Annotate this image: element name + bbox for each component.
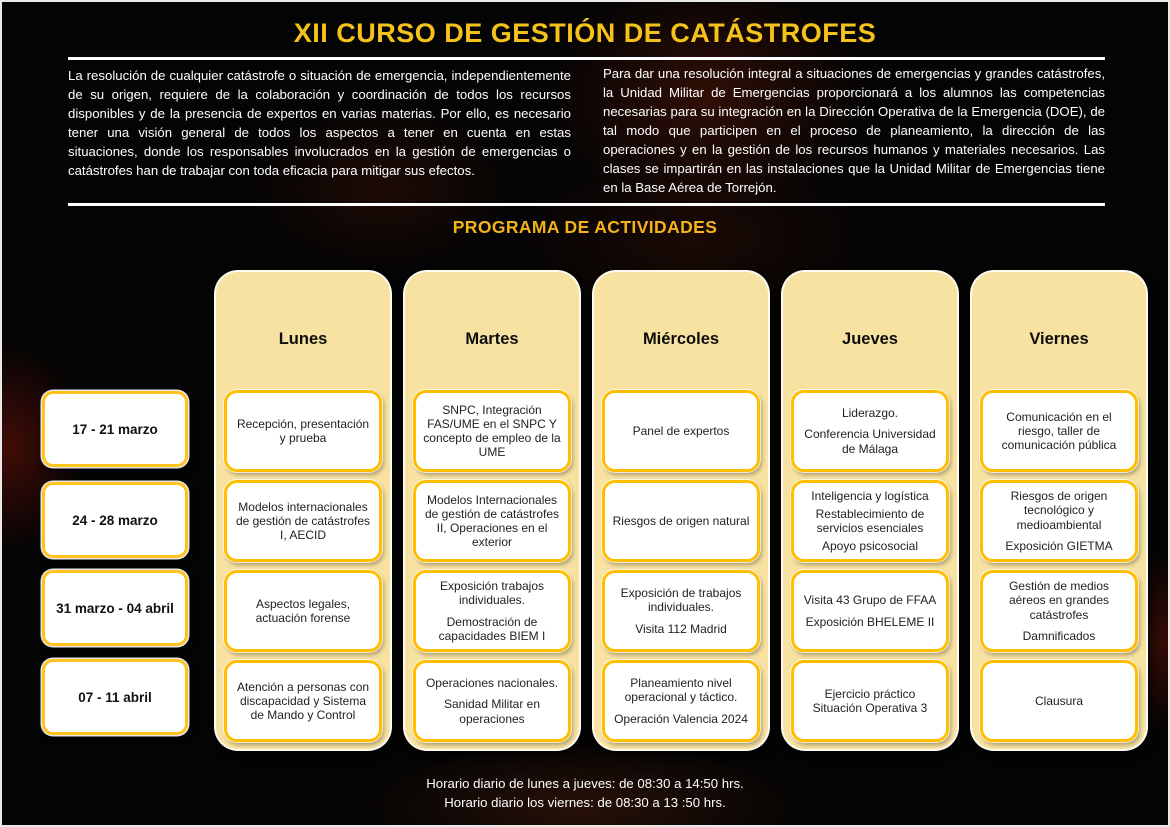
cell-jueves-week1: Liderazgo. Conferencia Universidad de Málaga bbox=[791, 390, 949, 472]
day-column-miercoles bbox=[592, 270, 770, 751]
course-title: XII CURSO DE GESTIÓN DE CATÁSTROFES bbox=[293, 18, 877, 48]
day-header-jueves: Jueves bbox=[842, 330, 898, 348]
day-column-martes bbox=[403, 270, 581, 751]
day-column-viernes bbox=[970, 270, 1148, 751]
week-box-1: 17 - 21 marzo bbox=[42, 391, 188, 467]
cell-jueves-week3: Visita 43 Grupo de FFAA Exposición BHELEME II bbox=[791, 570, 949, 652]
cell-viernes-week4: Clausura bbox=[980, 660, 1138, 742]
day-column-jueves bbox=[781, 270, 959, 751]
cell-jueves-week4: Ejercicio práctico Situación Operativa 3 bbox=[791, 660, 949, 742]
schedule-hours-line2: Horario diario los viernes: de 08:30 a 13 :50 hrs. bbox=[444, 795, 726, 811]
cell-miercoles-week1: Panel de expertos bbox=[602, 390, 760, 472]
cell-lunes-week2: Modelos internacionales de gestión de catástrofes I, AECID bbox=[224, 480, 382, 562]
day-header-martes: Martes bbox=[465, 330, 519, 348]
divider-line-bottom bbox=[68, 203, 1105, 206]
cell-jueves-week2: Inteligencia y logística Restablecimiento de servicios esenciales Apoyo psicosocial bbox=[791, 480, 949, 562]
cell-martes-week3: Exposición trabajos individuales. Demostración de capacidades BIEM I bbox=[413, 570, 571, 652]
schedule-hours bbox=[2, 774, 1168, 812]
day-header-miercoles: Miércoles bbox=[642, 330, 720, 348]
cell-martes-week1: SNPC, Integración FAS/UME en el SNPC Y concepto de empleo de la UME bbox=[413, 390, 571, 472]
divider-line-top bbox=[68, 57, 1105, 60]
day-column-lunes bbox=[214, 270, 392, 751]
week-box-4: 07 - 11 abril bbox=[42, 659, 188, 735]
cell-miercoles-week4: Planeamiento nivel operacional y táctico. Operación Valencia 2024 bbox=[602, 660, 760, 742]
cell-lunes-week3: Aspectos legales, actuación forense bbox=[224, 570, 382, 652]
week-box-2: 24 - 28 marzo bbox=[42, 482, 188, 558]
cell-martes-week2: Modelos Internacionales de gestión de catástrofes II, Operaciones en el exterior bbox=[413, 480, 571, 562]
schedule-hours-line1: Horario diario de lunes a jueves: de 08:30 a 14:50 hrs. bbox=[426, 776, 744, 791]
cell-lunes-week4: Atención a personas con discapacidad y Sistema de Mando y Control bbox=[224, 660, 382, 742]
intro-left-paragraph: La resolución de cualquier catástrofe o situación de emergencia, independientemente de su origen, requiere de la colaboración y coordinación de todos los recursos disponibles y de la presencia de expertos en varias materias. Por ello, es necesario tener una visión general de todos los aspectos a tener en cuenta en estas situaciones, donde los responsables involucrados en la gestión de emergencias o catástrofes han de trabajar con toda eficacia para mitigar sus efectos. bbox=[68, 68, 571, 178]
cell-martes-week4: Operaciones nacionales. Sanidad Militar en operaciones bbox=[413, 660, 571, 742]
cell-viernes-week1: Comunicación en el riesgo, taller de comunicación pública bbox=[980, 390, 1138, 472]
cell-viernes-week2: Riesgos de origen tecnológico y medioambiental Exposición GIETMA bbox=[980, 480, 1138, 562]
cell-viernes-week3: Gestión de medios aéreos en grandes catástrofes Damnificados bbox=[980, 570, 1138, 652]
cell-miercoles-week3: Exposición de trabajos individuales. Visita 112 Madrid bbox=[602, 570, 760, 652]
day-header-viernes: Viernes bbox=[1029, 330, 1089, 348]
program-title: PROGRAMA DE ACTIVIDADES bbox=[452, 217, 718, 237]
cell-lunes-week1: Recepción, presentación y prueba bbox=[224, 390, 382, 472]
intro-right-paragraph: Para dar una resolución integral a situaciones de emergencias y grandes catástrofes, la Unidad Militar de Emergencias proporcionará a los alumnos las competencias necesarias para su integración en la Dirección Operativa de la Emergencia (DOE), de tal modo que participen en el proceso de planeamiento, la dirección de las operaciones y en la gestión de los recursos humanos y materiales necesarios. Las clases se impartirán en las instalaciones que la Unidad Militar de Emergencias tiene en la Base Aérea de Torrejón. bbox=[603, 66, 1105, 195]
cell-miercoles-week2: Riesgos de origen natural bbox=[602, 480, 760, 562]
day-header-lunes: Lunes bbox=[278, 330, 328, 348]
week-box-3: 31 marzo - 04 abril bbox=[42, 570, 188, 646]
